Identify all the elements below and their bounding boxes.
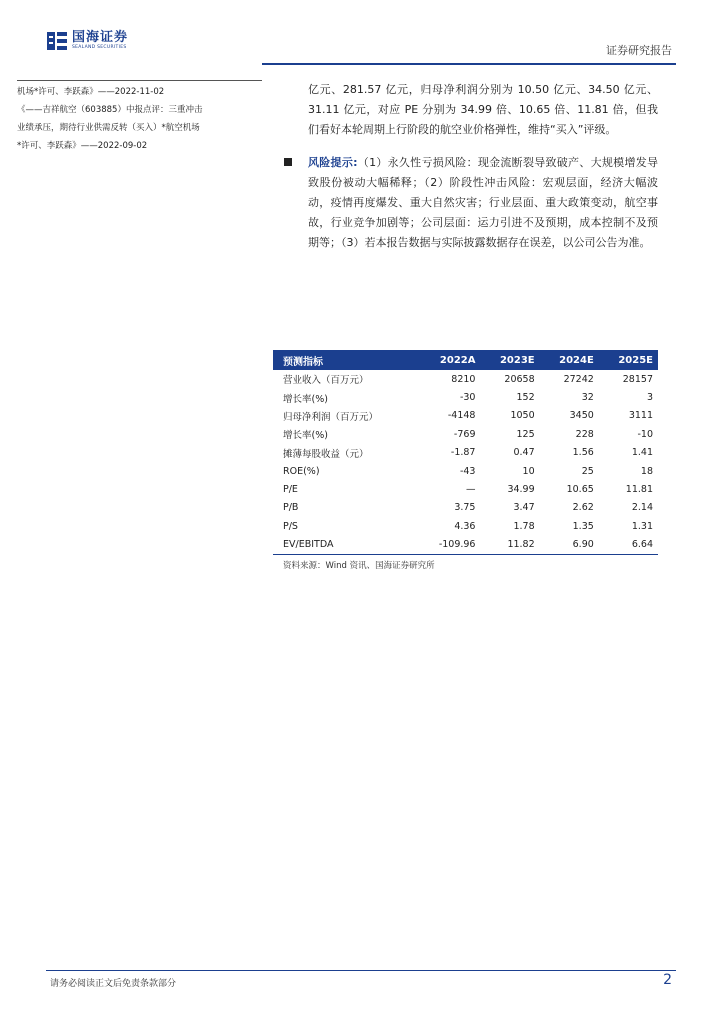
table-cell: 1.56	[572, 447, 594, 459]
table-row	[273, 517, 658, 535]
table-cell: -109.96	[419, 536, 481, 555]
table-cell: 11.81	[625, 484, 653, 496]
table-cell: 3.47	[513, 502, 535, 514]
page-header	[0, 0, 724, 70]
table-cell: 11.82	[480, 536, 539, 555]
investment-summary	[308, 80, 658, 140]
table-cell: 2.14	[631, 502, 653, 514]
table-cell: 6.90	[540, 536, 599, 555]
square-bullet-icon	[284, 158, 292, 166]
row-label: P/S	[283, 520, 298, 532]
table-cell: 125	[516, 428, 535, 440]
table-row	[273, 370, 658, 388]
table-cell: 1.41	[631, 447, 653, 459]
table-cell: 1.31	[631, 520, 653, 532]
sealand-logo-icon	[46, 30, 68, 52]
risk-warning-section	[284, 153, 658, 253]
table-cell: 34.99	[507, 484, 535, 496]
risk-warning-text-block	[308, 153, 658, 253]
company-logo	[46, 30, 128, 52]
table-cell: 18	[640, 465, 653, 477]
table-cell: 1.35	[572, 520, 594, 532]
footer-divider	[46, 970, 676, 971]
table-cell: —	[465, 484, 476, 496]
table-cell: 32	[581, 392, 594, 404]
table-cell: 3111	[628, 410, 653, 422]
header-divider	[262, 63, 676, 65]
column-header: 2025E	[618, 354, 653, 366]
logo-chinese-name: 国海证券	[72, 30, 129, 46]
table-cell: -10	[637, 428, 653, 440]
table-cell: 0.47	[513, 447, 535, 459]
row-label: 增长率(%)	[283, 393, 328, 405]
footer-disclaimer: 请务必阅读正文后免责条款部分	[50, 979, 177, 989]
table-cell: 3450	[569, 410, 594, 422]
table-cell: 152	[516, 392, 535, 404]
row-label: 归母净利润（百万元）	[283, 411, 379, 423]
table-cell: 27242	[563, 373, 594, 385]
risk-warning-title: 风险提示:	[308, 156, 358, 169]
table-cell: 1.78	[513, 520, 535, 532]
table-source-note: 资料来源：Wind 资讯、国海证券研究所	[283, 560, 435, 571]
table-cell: 4.36	[454, 520, 476, 532]
table-cell: 3.75	[454, 502, 476, 514]
column-header: 预测指标	[283, 356, 323, 368]
related-report-line: *许可、李跃森》——2022-09-02	[17, 141, 148, 151]
table-cell: -769	[453, 428, 476, 440]
table-row	[273, 444, 658, 462]
column-header: 2024E	[559, 354, 594, 366]
row-label: P/E	[283, 484, 298, 496]
related-report-line: 《——吉祥航空（603885）中报点评：三重冲击	[17, 105, 203, 115]
table-row	[273, 425, 658, 443]
table-cell: -43	[459, 465, 476, 477]
table-row	[273, 407, 658, 425]
table-cell: 228	[575, 428, 594, 440]
table-cell: 20658	[504, 373, 535, 385]
table-cell: 3	[646, 392, 653, 404]
row-label: 营业收入（百万元）	[283, 375, 369, 387]
table-cell: -4148	[447, 410, 476, 422]
row-label: EV/EBITDA	[273, 536, 419, 555]
table-cell: 1050	[510, 410, 535, 422]
row-label: 增长率(%)	[283, 430, 328, 442]
table-cell: 6.64	[599, 536, 658, 555]
table-cell: 25	[581, 465, 594, 477]
table-row	[273, 462, 658, 480]
table-row	[273, 388, 658, 406]
forecast-table-container	[273, 350, 658, 571]
table-row	[273, 536, 658, 555]
forecast-table	[273, 350, 658, 555]
row-label: 摊薄每股收益（元）	[283, 448, 369, 460]
table-cell: 28157	[622, 373, 653, 385]
row-label: ROE(%)	[283, 465, 320, 477]
page-number: 2	[663, 972, 672, 988]
related-reports-sidebar	[17, 80, 262, 155]
summary-paragraph: 亿元、281.57 亿元，归母净利润分别为 10.50 亿元、34.50 亿元、31.11 亿元，对应 PE 分别为 34.99 倍、10.65 倍、11.81 倍，但我们看好本轮周期上行阶段的航空业价格弹性，维持“买入”评级。	[308, 83, 658, 136]
table-cell: 10.65	[566, 484, 594, 496]
related-report-line: 业绩承压，期待行业供需反转（买入）*航空机场	[17, 123, 200, 133]
sidebar-divider	[17, 80, 262, 81]
table-cell: -1.87	[450, 447, 476, 459]
row-label: P/B	[283, 502, 299, 514]
related-report-line: 机场*许可、李跃森》——2022-11-02	[17, 87, 165, 97]
risk-warning-text: （1）永久性亏损风险：现金流断裂导致破产、大规模增发导致股份被动大幅稀释；（2）阶段性冲击风险：宏观层面，经济大幅波动，疫情再度爆发、重大自然灾害；行业层面、重大政策变动，航空事故，行业竞争加剧等；公司层面：运力引进不及预期，成本控制不及预期等；（3）若本报告数据与实际披露数据存在误差，以公司公告为准。	[308, 156, 658, 249]
report-type-title: 证券研究报告	[606, 44, 672, 57]
logo-english-name: SEALAND SECURITIES	[72, 45, 127, 51]
table-row	[273, 499, 658, 517]
table-cell: 10	[522, 465, 535, 477]
table-header-row	[273, 350, 658, 370]
table-row	[273, 480, 658, 498]
table-cell: 8210	[451, 373, 476, 385]
column-header: 2023E	[499, 354, 535, 366]
column-header: 2022A	[439, 354, 476, 366]
table-cell: -30	[459, 392, 476, 404]
table-cell: 2.62	[572, 502, 594, 514]
